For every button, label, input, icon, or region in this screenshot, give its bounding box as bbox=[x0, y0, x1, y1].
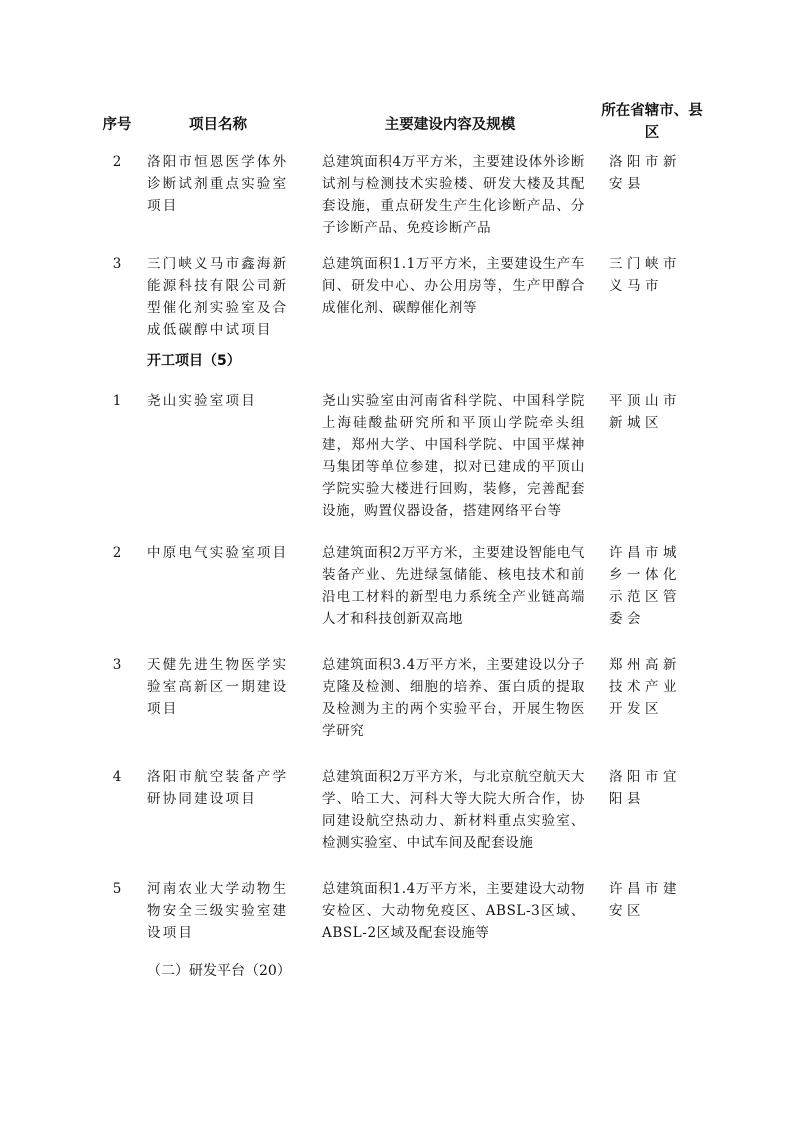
row-num: 2 bbox=[112, 545, 122, 561]
row-num: 3 bbox=[112, 256, 122, 272]
row-location: 郑州高新技术产业开发区 bbox=[609, 657, 681, 717]
row-content: 总建筑面积2万平方米，主要建设智能电气装备产业、先进绿氢储能、核电技术和前沿电工材料的新型电力系统全产业链高端人才和科技创新双高地 bbox=[322, 545, 585, 627]
header-name: 项目名称 bbox=[189, 117, 247, 133]
row-location: 平顶山市新城区 bbox=[609, 393, 681, 431]
section-rd-platform: （二）研发平台（20） bbox=[147, 963, 291, 979]
row-content: 尧山实验室由河南省科学院、中国科学院上海硅酸盐研究所和平顶山学院牵头组建，郑州大学、中国科学院、中国平煤神马集团等单位参建，拟对已建成的平顶山学院实验大楼进行回购，装修，完善配套设施，购置仪器设备，搭建网络平台等 bbox=[322, 393, 585, 519]
row-name: 尧山实验室项目 bbox=[147, 393, 257, 409]
table-header bbox=[0, 98, 793, 148]
row-name: 天健先进生物医学实验室高新区一期建设项目 bbox=[147, 657, 289, 717]
row-content: 总建筑面积2万平方米，与北京航空航天大学、哈工大、河科大等大院大所合作，协同建设航空热动力、新材料重点实验室、检测实验室、中试车间及配套设施 bbox=[322, 769, 585, 851]
row-name: 河南农业大学动物生物安全三级实验室建设项目 bbox=[147, 881, 289, 941]
row-location: 许昌市城乡一体化示范区管委会 bbox=[609, 545, 681, 627]
row-location: 许昌市建安区 bbox=[609, 881, 681, 919]
header-location: 所在省辖市、县区 bbox=[601, 103, 703, 141]
row-location: 洛阳市宜阳县 bbox=[609, 769, 681, 807]
row-num: 5 bbox=[112, 881, 122, 897]
row-name: 三门峡义马市鑫海新能源科技有限公司新型催化剂实验室及合成低碳醇中试项目 bbox=[147, 256, 289, 338]
header-content: 主要建设内容及规模 bbox=[384, 117, 516, 133]
row-name: 中原电气实验室项目 bbox=[147, 545, 289, 561]
row-content: 总建筑面积1.4万平方米，主要建设大动物安检区、大动物免疫区、ABSL-3区域、ABSL-2区域及配套设施等 bbox=[322, 881, 585, 941]
row-location: 洛阳市新安县 bbox=[609, 154, 681, 192]
row-num: 3 bbox=[112, 657, 122, 673]
row-location: 三门峡市义马市 bbox=[609, 256, 681, 294]
section-start-projects: 开工项目（5） bbox=[147, 353, 241, 369]
row-content: 总建筑面积1.1万平方米，主要建设生产车间、研发中心、办公用房等，生产甲醇合成催化剂、碳醇催化剂等 bbox=[322, 256, 585, 316]
row-num: 4 bbox=[112, 769, 122, 785]
row-num: 2 bbox=[112, 154, 122, 170]
header-num: 序号 bbox=[102, 117, 132, 133]
row-content: 总建筑面积4万平方米，主要建设体外诊断试剂与检测技术实验楼、研发大楼及其配套设施，重点研发生产生化诊断产品、分子诊断产品、免疫诊断产品 bbox=[322, 154, 585, 236]
row-name: 洛阳市恒恩医学体外诊断试剂重点实验室项目 bbox=[147, 154, 289, 214]
row-content: 总建筑面积3.4万平方米，主要建设以分子克隆及检测、细胞的培养、蛋白质的提取及检测为主的两个实验平台，开展生物医学研究 bbox=[322, 657, 585, 739]
row-num: 1 bbox=[112, 393, 122, 409]
row-name: 洛阳市航空装备产学研协同建设项目 bbox=[147, 769, 289, 807]
